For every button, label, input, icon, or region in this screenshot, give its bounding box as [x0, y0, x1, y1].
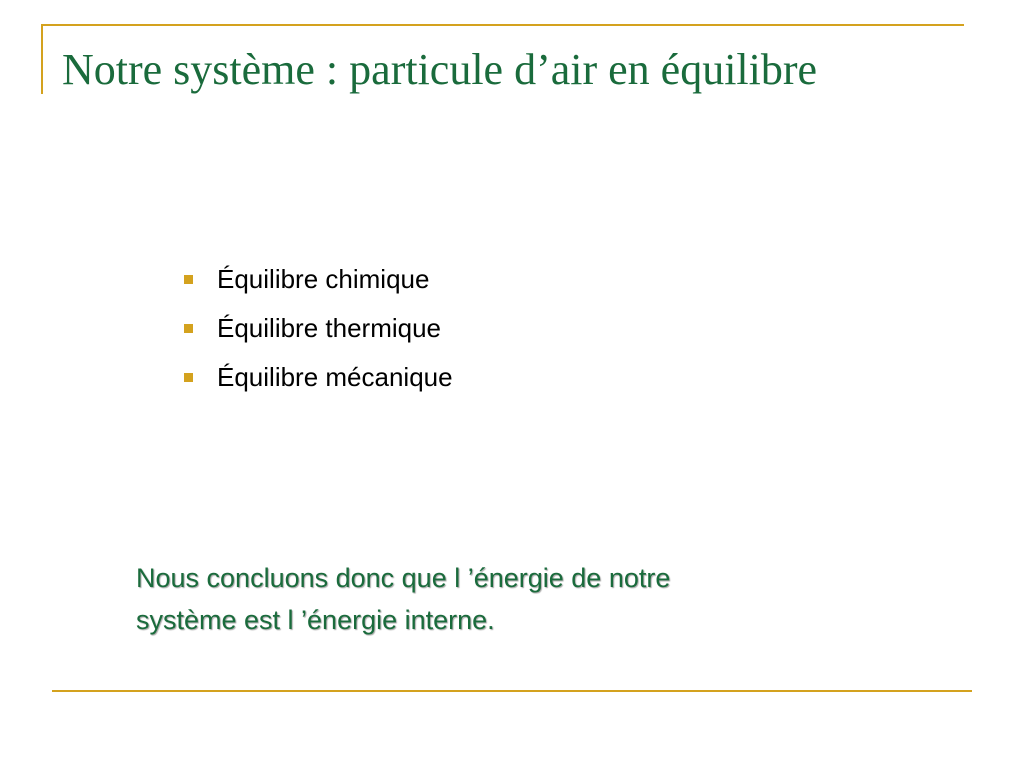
- conclusion-line-2: système est l ’énergie interne.: [136, 605, 495, 635]
- frame-top-line: [41, 24, 964, 26]
- frame-left-line: [41, 24, 43, 94]
- frame-bottom-line: [52, 690, 972, 692]
- conclusion-line-1: Nous concluons donc que l ’énergie de notre: [136, 563, 671, 593]
- bullet-label: Équilibre chimique: [217, 264, 430, 294]
- bullet-item-mechanical: [184, 353, 453, 402]
- square-bullet-icon: [184, 324, 193, 333]
- bullet-label: Équilibre thermique: [217, 313, 442, 343]
- conclusion-text: [136, 557, 896, 641]
- square-bullet-icon: [184, 275, 193, 284]
- bullet-list: [184, 255, 453, 402]
- bullet-item-chemical: [184, 255, 453, 304]
- bullet-item-thermal: [184, 304, 453, 353]
- square-bullet-icon: [184, 373, 193, 382]
- bullet-label: Équilibre mécanique: [217, 362, 453, 392]
- slide-title: Notre système : particule d’air en équilibre: [62, 45, 818, 94]
